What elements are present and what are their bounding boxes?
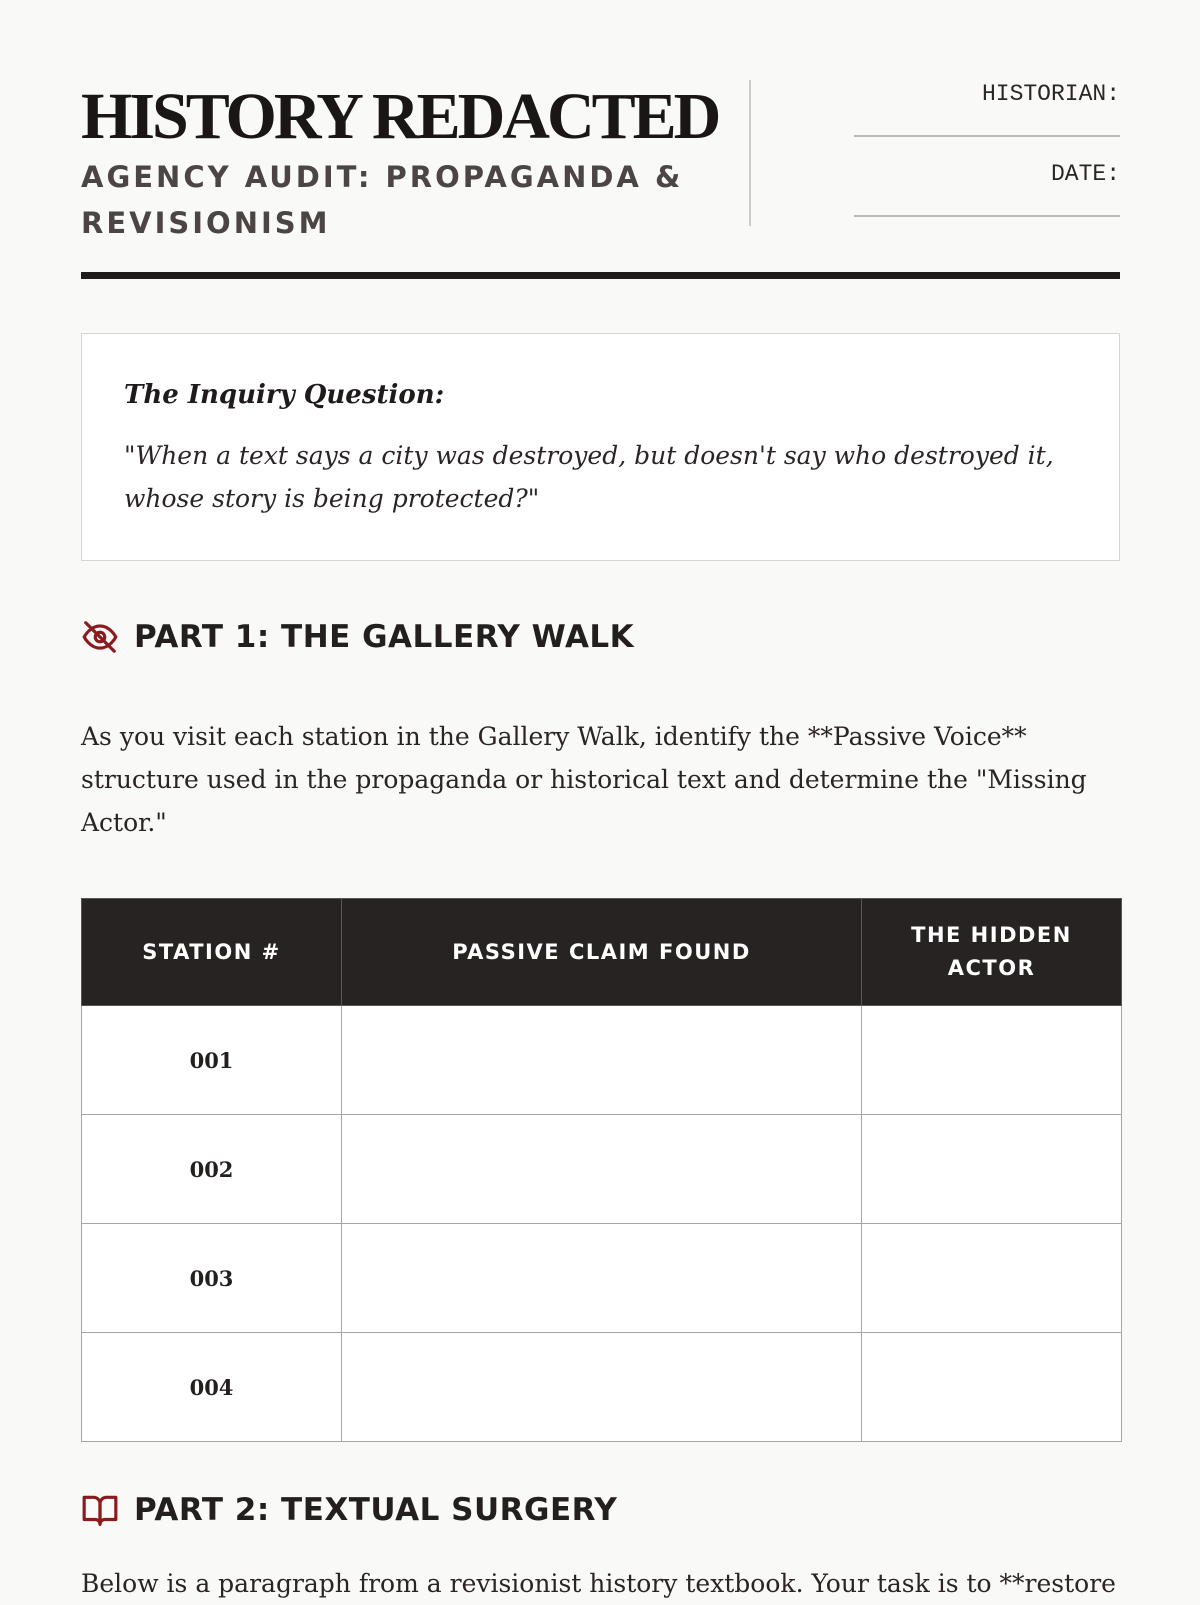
claim-cell[interactable] [342, 1115, 862, 1224]
table-row [82, 1333, 1122, 1442]
open-book-icon [81, 1491, 119, 1529]
part2-heading-text: PART 2: TEXTUAL SURGERY [134, 1492, 618, 1528]
page-subtitle: AGENCY AUDIT: PROPAGANDA & REVISIONISM [81, 160, 684, 240]
worksheet-header [81, 0, 1120, 282]
header-divider [749, 80, 751, 226]
station-number: 003 [82, 1224, 342, 1333]
column-header-claim: PASSIVE CLAIM FOUND [342, 899, 862, 1006]
table-row [82, 1115, 1122, 1224]
actor-cell[interactable] [862, 1333, 1122, 1442]
claim-cell[interactable] [342, 1224, 862, 1333]
header-rule [81, 272, 1120, 279]
historian-label: HISTORIAN: [981, 81, 1120, 107]
claim-cell[interactable] [342, 1006, 862, 1115]
part2-instructions: Below is a paragraph from a revisionist history textbook. Your task is to **restore [81, 1569, 1116, 1598]
historian-field[interactable] [854, 81, 1120, 137]
column-header-station: STATION # [82, 899, 342, 1006]
date-field[interactable] [854, 161, 1120, 217]
actor-cell[interactable] [862, 1006, 1122, 1115]
actor-cell[interactable] [862, 1115, 1122, 1224]
station-number: 002 [82, 1115, 342, 1224]
inquiry-label: The Inquiry Question: [124, 380, 445, 410]
part1-heading-text: PART 1: THE GALLERY WALK [134, 619, 635, 655]
table-row [82, 1006, 1122, 1115]
page-title: HISTORY REDACTED [81, 80, 719, 153]
eye-slash-icon [81, 618, 119, 656]
part1-instructions: As you visit each station in the Gallery Walk, identify the **Passive Voice** structure used in the propaganda or historical text and determine the "Missing Actor." [81, 722, 1087, 837]
worksheet-page [81, 0, 1120, 1598]
inquiry-quote: "When a text says a city was destroyed, but doesn't say who destroyed it, whose story is being protected?" [124, 441, 1054, 513]
part2-heading [81, 1490, 617, 1530]
actor-cell[interactable] [862, 1224, 1122, 1333]
gallery-walk-table [81, 898, 1122, 1442]
table-row [82, 1224, 1122, 1333]
station-number: 001 [82, 1006, 342, 1115]
table-header-row [82, 899, 1122, 1006]
column-header-actor: THE HIDDEN ACTOR [862, 899, 1122, 1006]
station-number: 004 [82, 1333, 342, 1442]
claim-cell[interactable] [342, 1333, 862, 1442]
date-label: DATE: [1050, 161, 1120, 187]
part1-heading [81, 617, 634, 657]
